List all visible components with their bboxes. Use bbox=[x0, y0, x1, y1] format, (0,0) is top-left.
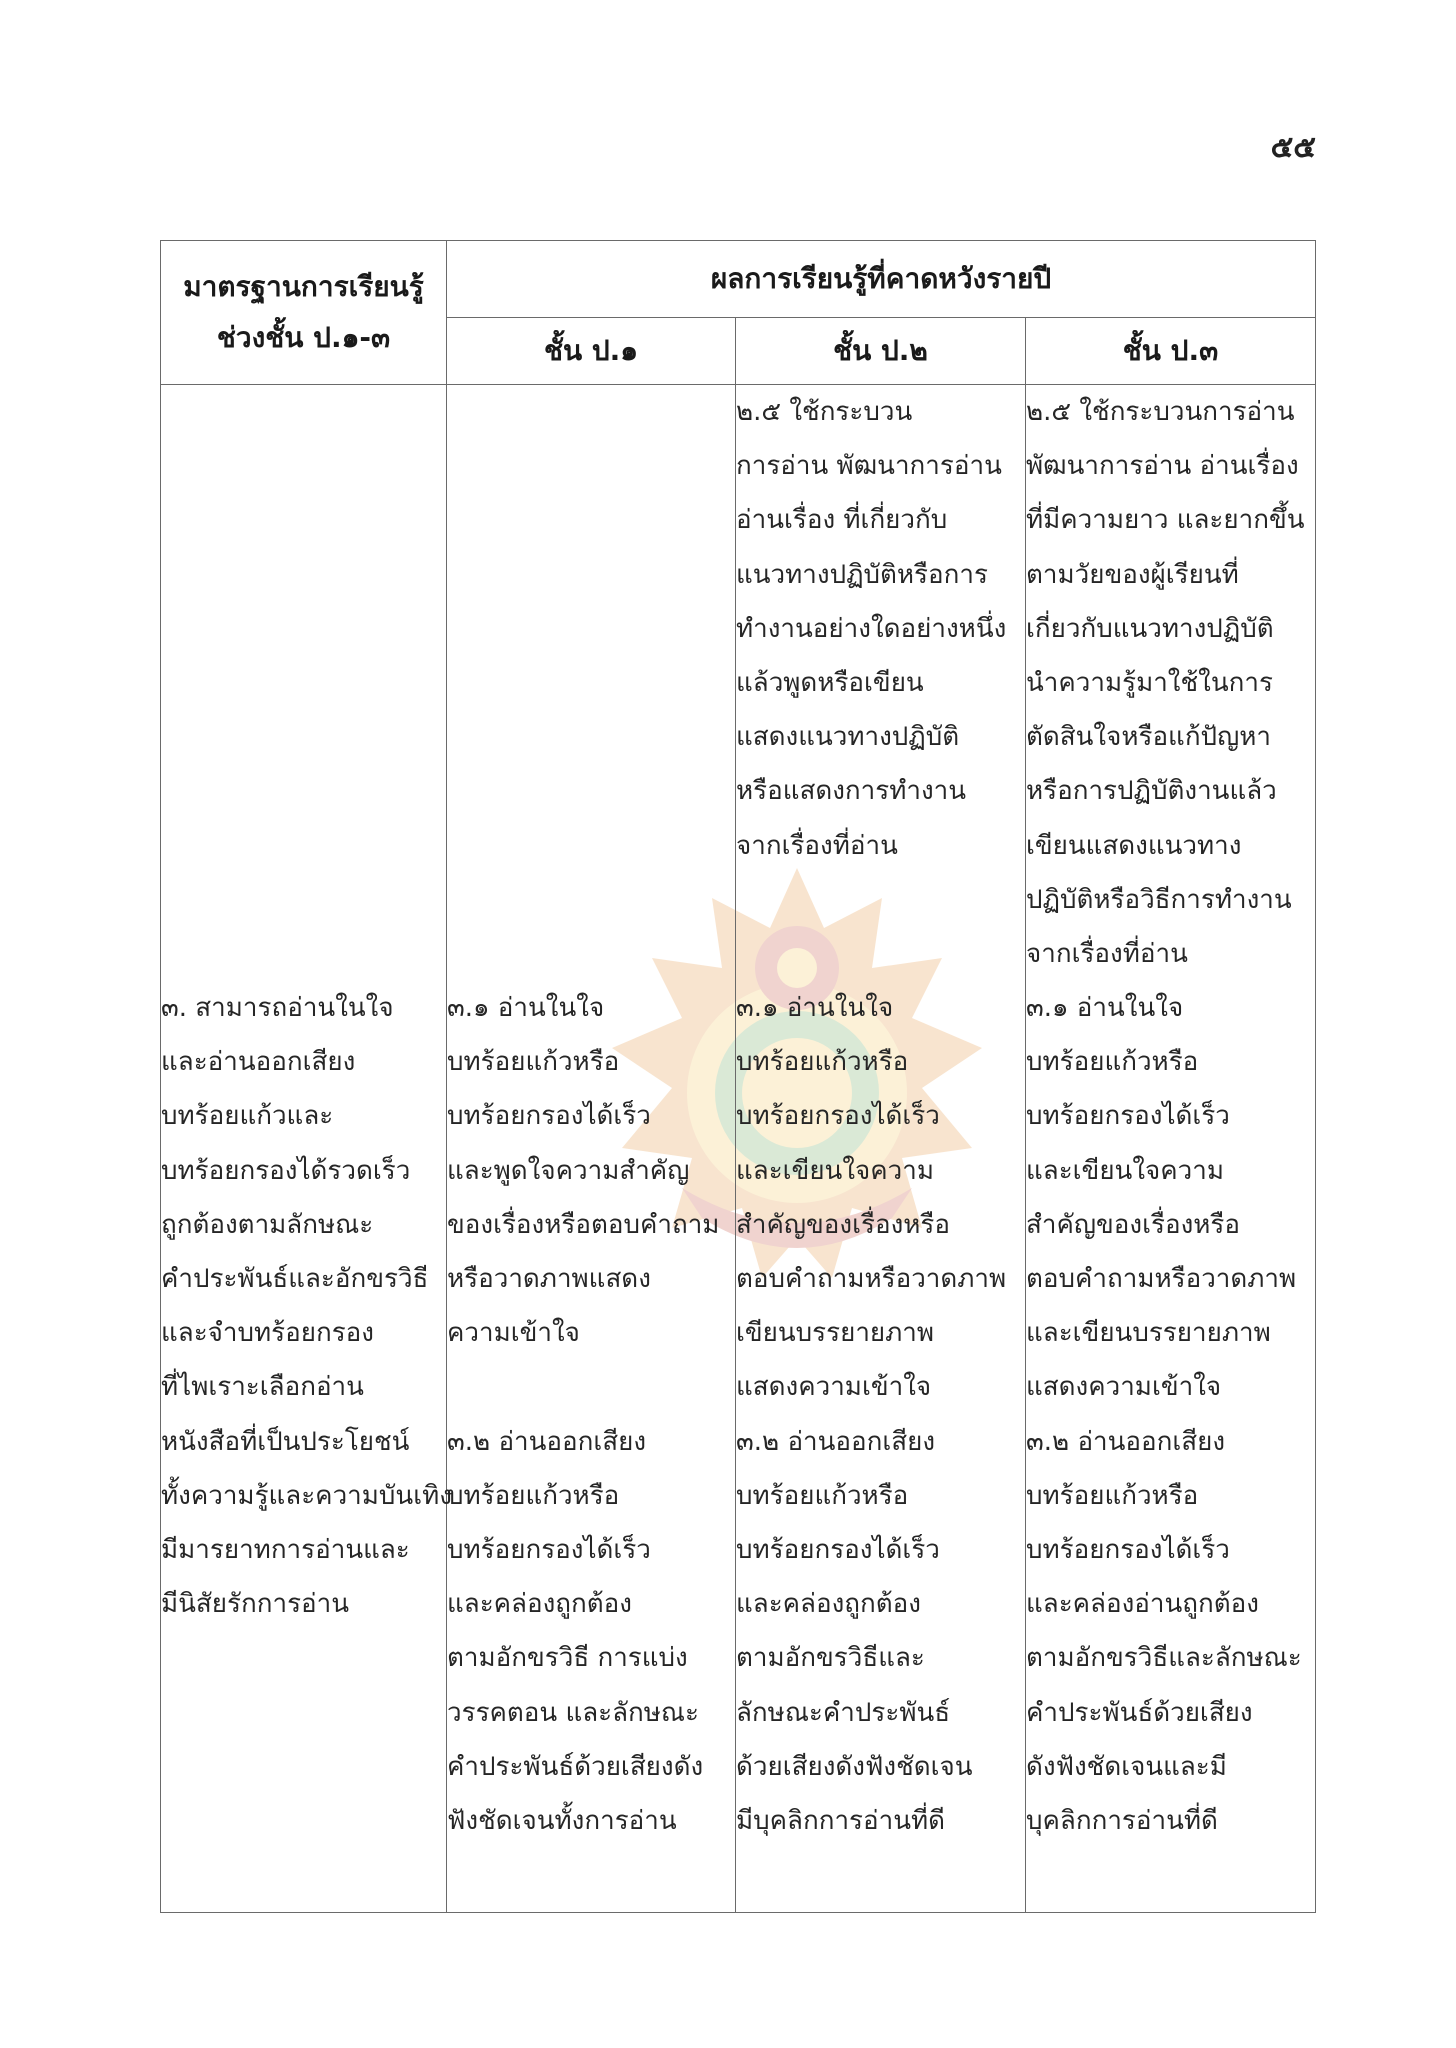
standard-header-line: มาตรฐานการเรียนรู้ bbox=[183, 270, 424, 304]
standard-line: มีนิสัยรักการอ่าน bbox=[161, 1589, 350, 1620]
standard-line: และอ่านออกเสียง bbox=[161, 1047, 356, 1078]
p3-item-3-2-line: บุคลิกการอ่านที่ดี bbox=[1026, 1805, 1218, 1836]
p2-item-3-1-line: แสดงความเข้าใจ bbox=[736, 1372, 932, 1403]
p1-item-3-1-line: ความเข้าใจ bbox=[447, 1318, 580, 1349]
p1-item-3-2-line: บทร้อยแก้วหรือ bbox=[447, 1480, 620, 1511]
standard-header-line: ช่วงชั้น ป.๑-๓ bbox=[216, 320, 391, 354]
p3-item-2-5-line: ตามวัยของผู้เรียนที่ bbox=[1026, 559, 1239, 590]
p3-item-2-5-line: จากเรื่องที่อ่าน bbox=[1026, 938, 1188, 969]
p2-item-3-2-line: มีบุคลิกการอ่านที่ดี bbox=[736, 1805, 946, 1836]
p2-item-3-1-line: บทร้อยแก้วหรือ bbox=[736, 1047, 909, 1078]
grade-header-p1: ชั้น ป.๑ bbox=[447, 318, 736, 385]
p1-item-3-1-line: บทร้อยกรองได้เร็ว bbox=[447, 1101, 651, 1132]
p3-item-3-1-line: แสดงความเข้าใจ bbox=[1026, 1372, 1222, 1403]
p1-item-3-1-line: หรือวาดภาพแสดง bbox=[447, 1264, 651, 1294]
p2-item-2-5-line: แล้วพูดหรือเขียน bbox=[736, 667, 924, 698]
p3-item-2-5-line: เกี่ยวกับแนวทางปฏิบัติ bbox=[1026, 613, 1274, 644]
page-number: ๕๕ bbox=[1270, 130, 1316, 165]
standard-column-header bbox=[161, 241, 447, 385]
p2-item-3-1-line: บทร้อยกรองได้เร็ว bbox=[736, 1101, 940, 1132]
p2-item-2-5-line: หรือแสดงการทำงาน bbox=[736, 776, 967, 807]
p2-item-3-2-line: ตามอักขรวิธีและ bbox=[736, 1643, 925, 1674]
p3-item-3-2-line: ดังฟังชัดเจนและมี bbox=[1026, 1751, 1227, 1782]
standard-line: ที่ไพเราะเลือกอ่าน bbox=[161, 1372, 364, 1403]
p2-item-3-1-line: สำคัญของเรื่องหรือ bbox=[736, 1209, 950, 1240]
grade-p2-cell bbox=[736, 385, 1026, 1913]
p3-item-3-1-line: ๓.๑ อ่านในใจ bbox=[1026, 993, 1184, 1024]
grade-p3-cell bbox=[1026, 385, 1316, 1913]
p3-item-3-2-line: บทร้อยกรองได้เร็ว bbox=[1026, 1534, 1230, 1565]
p3-item-3-1-line: สำคัญของเรื่องหรือ bbox=[1026, 1209, 1240, 1240]
standard-line: มีมารยาทการอ่านและ bbox=[161, 1534, 410, 1565]
p3-item-2-5-line: พัฒนาการอ่าน อ่านเรื่อง bbox=[1026, 451, 1299, 482]
standard-line: ถูกต้องตามลักษณะ bbox=[161, 1209, 374, 1240]
standard-line: บทร้อยแก้วและ bbox=[161, 1101, 334, 1132]
grade-header-p3: ชั้น ป.๓ bbox=[1026, 318, 1316, 385]
p3-item-3-1-line: บทร้อยแก้วหรือ bbox=[1026, 1047, 1199, 1078]
standard-cell bbox=[161, 385, 452, 1913]
curriculum-table bbox=[160, 240, 1316, 1913]
p2-item-3-2-line: ๓.๒ อ่านออกเสียง bbox=[736, 1426, 936, 1457]
p2-item-2-5-line: การอ่าน พัฒนาการอ่าน bbox=[736, 451, 1002, 482]
p3-item-2-5-line: เขียนแสดงแนวทาง bbox=[1026, 830, 1242, 861]
grade-p1-cell bbox=[447, 385, 736, 1913]
p2-item-3-2-line: ด้วยเสียงดังฟังชัดเจน bbox=[736, 1751, 973, 1782]
grade-header-p2: ชั้น ป.๒ bbox=[736, 318, 1026, 385]
p2-item-3-1-line: เขียนบรรยายภาพ bbox=[736, 1318, 935, 1349]
standard-line: ทั้งความรู้และความบันเทิง bbox=[161, 1480, 452, 1511]
p2-item-3-1-line: และเขียนใจความ bbox=[736, 1155, 934, 1186]
p2-item-2-5-line: จากเรื่องที่อ่าน bbox=[736, 830, 898, 861]
standard-line: และจำบทร้อยกรอง bbox=[161, 1318, 374, 1349]
p3-item-3-2-line: คำประพันธ์ด้วยเสียง bbox=[1026, 1697, 1253, 1728]
p1-item-3-1-line: บทร้อยแก้วหรือ bbox=[447, 1047, 620, 1078]
p2-item-3-2-line: ลักษณะคำประพันธ์ bbox=[736, 1697, 951, 1728]
standard-line: บทร้อยกรองได้รวดเร็ว bbox=[161, 1155, 411, 1186]
p1-item-3-2-line: คำประพันธ์ด้วยเสียงดัง bbox=[447, 1751, 704, 1782]
p2-item-3-2-line: และคล่องถูกต้อง bbox=[736, 1589, 921, 1620]
p3-item-3-1-line: และเขียนบรรยายภาพ bbox=[1026, 1318, 1271, 1349]
p2-item-3-1-line: ตอบคำถามหรือวาดภาพ bbox=[736, 1264, 1007, 1294]
standard-line: หนังสือที่เป็นประโยชน์ bbox=[161, 1426, 410, 1457]
p1-item-3-2-line: ตามอักขรวิธี การแบ่ง bbox=[447, 1643, 688, 1674]
p3-item-3-1-line: บทร้อยกรองได้เร็ว bbox=[1026, 1101, 1230, 1132]
p1-item-3-2-line: ๓.๒ อ่านออกเสียง bbox=[447, 1426, 647, 1457]
p2-item-3-2-line: บทร้อยกรองได้เร็ว bbox=[736, 1534, 940, 1565]
p2-item-2-5-line: อ่านเรื่อง ที่เกี่ยวกับ bbox=[736, 505, 948, 536]
p1-item-3-2-line: และคล่องถูกต้อง bbox=[447, 1589, 632, 1620]
p1-item-3-2-line: ฟังชัดเจนทั้งการอ่าน bbox=[447, 1805, 677, 1836]
p2-item-2-5-line: แนวทางปฏิบัติหรือการ bbox=[736, 559, 988, 590]
p3-item-3-2-line: ๓.๒ อ่านออกเสียง bbox=[1026, 1426, 1226, 1457]
p3-item-2-5-line: ปฏิบัติหรือวิธีการทำงาน bbox=[1026, 884, 1292, 915]
p3-item-2-5-line: ที่มีความยาว และยากขึ้น bbox=[1026, 505, 1305, 536]
p2-item-3-1-line: ๓.๑ อ่านในใจ bbox=[736, 993, 894, 1024]
p1-item-3-2-line: วรรคตอน และลักษณะ bbox=[447, 1697, 700, 1728]
p2-item-2-5-line: แสดงแนวทางปฏิบัติ bbox=[736, 722, 960, 753]
p1-item-3-2-line: บทร้อยกรองได้เร็ว bbox=[447, 1534, 651, 1565]
expected-outcomes-header: ผลการเรียนรู้ที่คาดหวังรายปี bbox=[447, 241, 1316, 318]
p2-item-2-5-line: ทำงานอย่างใดอย่างหนึ่ง bbox=[736, 613, 1007, 644]
p3-item-3-2-line: ตามอักขรวิธีและลักษณะ bbox=[1026, 1643, 1302, 1674]
p2-item-2-5-line: ๒.๕ ใช้กระบวน bbox=[736, 397, 913, 427]
standard-line: คำประพันธ์และอักขรวิธี bbox=[161, 1264, 429, 1294]
standard-line: ๓. สามารถอ่านในใจ bbox=[161, 993, 394, 1024]
p1-item-3-1-line: ๓.๑ อ่านในใจ bbox=[447, 993, 605, 1024]
p1-item-3-1-line: ของเรื่องหรือตอบคำถาม bbox=[447, 1209, 720, 1240]
p3-item-3-1-line: ตอบคำถามหรือวาดภาพ bbox=[1026, 1264, 1297, 1294]
p1-item-3-1-line: และพูดใจความสำคัญ bbox=[447, 1155, 690, 1186]
p3-item-2-5-line: ๒.๕ ใช้กระบวนการอ่าน bbox=[1026, 397, 1295, 427]
p2-item-3-2-line: บทร้อยแก้วหรือ bbox=[736, 1480, 909, 1511]
p3-item-2-5-line: หรือการปฏิบัติงานแล้ว bbox=[1026, 776, 1277, 807]
p3-item-3-1-line: และเขียนใจความ bbox=[1026, 1155, 1224, 1186]
p3-item-2-5-line: นำความรู้มาใช้ในการ bbox=[1026, 667, 1273, 698]
p3-item-2-5-line: ตัดสินใจหรือแก้ปัญหา bbox=[1026, 722, 1271, 753]
p3-item-3-2-line: และคล่องอ่านถูกต้อง bbox=[1026, 1589, 1259, 1620]
p3-item-3-2-line: บทร้อยแก้วหรือ bbox=[1026, 1480, 1199, 1511]
